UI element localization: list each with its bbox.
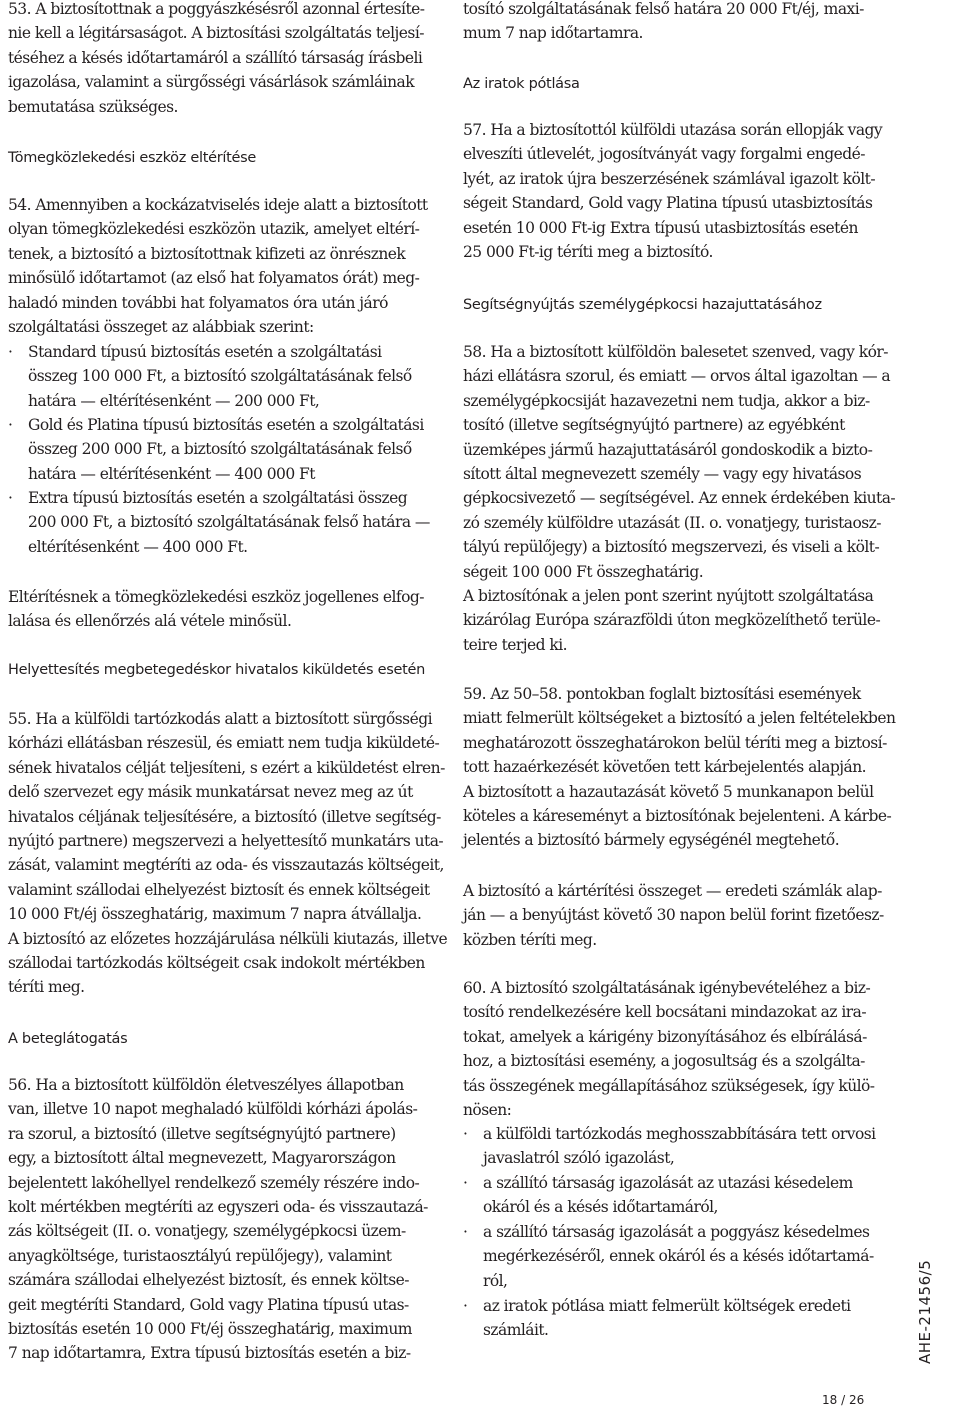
heading-helyettesites: Helyettesítés megbetegedéskor hivatalos kiküldetés esetén (8, 662, 426, 678)
paragraph-57: 57. Ha a biztosítottól külföldi utazása során ellopják vagy elveszíti útlevelét, jogosítványát vagy forgalmi engedé- lyét, az iratok újra beszerzésének számlával igazolt költ- ségeit Standard, Gold vagy Platina típusú utasbiztosítás esetén 10 000 Ft-ig Extra típusú utasbiztosítás esetén 25 000 Ft-ig téríti meg a biztosító. (463, 121, 883, 262)
paragraph-elterites: Eltérítésnek a tömegközlekedési eszköz jogellenes elfog- lalása és ellenőrzés alá vétele minősül. (8, 588, 424, 631)
heading-iratok-potlasa: Az iratok pótlása (463, 76, 580, 92)
heading-tomegkozlekedes: Tömegközlekedési eszköz eltérítése (8, 150, 256, 166)
heading-beteglatogatas: A beteglátogatás (8, 1031, 128, 1047)
paragraph-59: 59. Az 50–58. pontokban foglalt biztosítási események miatt felmerült költségeket a biztosító a jelen feltételekben meghatározott összeghatárokon belül téríti meg a biztosí- tott hazaérkezését követően tett kárbejelentés alapján. A biztosított a hazautazását követő 5 munkanapon belül köteles a káreseményt a biztosítónak bejelenteni. A kárbe- jelentés a biztosító bármely egységénél megtehető. (463, 685, 896, 850)
page-number: 18 / 26 (822, 1393, 865, 1407)
paragraph-56-continued: tosító szolgáltatásának felső határa 20 000 Ft/éj, maxi- mum 7 nap időtartamra. (463, 0, 864, 43)
paragraph-56: 56. Ha a biztosított külföldön életveszélyes állapotban van, illetve 10 napot meghaladó külföldi kórházi ápolás- ra szorul, a biztosító (illetve segítségnyújtó partnere) egy, a biztosított által megnevezett, Magyarországon bejelentett lakóhellyel rendelkező személy részére indo- kolt mértékben megtéríti az egyszeri oda- és visszautazá- zás költségeit (II. o. vonatjegy, személygépkocsi üzem- anyagköltsége, turistaosztályú repülőjegy), valamint számára szállodai elhelyezést biztosít, és ennek költse- geit megtéríti Standard, Gold vagy Platina típusú utas- biztosítás esetén 10 000 Ft/éj összeghatárig, maximum 7 nap időtartamra, Extra típusú biztosítás esetén a biz- (8, 1076, 428, 1363)
paragraph-54: 54. Amennyiben a kockázatviselés ideje alatt a biztosított olyan tömegközlekedési eszközön utazik, amelyet eltérí- tenek, a biztosító a biztosítottnak kifizeti az önrésznek minősülő időtartamot (az első hat folyamatos órát) meg- haladó minden további hat folyamatos óra után járó szolgáltatási összeget az alábbiak szerint: (8, 196, 428, 337)
bullet-gold-platina: · Gold és Platina típusú biztosítás esetén a szolgáltatási összeg 200 000 Ft, a biztosító szolgáltatásának felső határa — eltérítésenként — 400 000 Ft (8, 413, 428, 486)
paragraph-60: 60. A biztosító szolgáltatásának igénybevételéhez a biz- tosító rendelkezésére kell bocsátani mindazokat az ira- tokat, amelyek a kárigény bizonyításához és elbírálásá- hoz, a biztosítási esemény, a jogosultság és a szolgálta- tás összegének megállapításához szükségesek, így külö- nösen: (463, 979, 875, 1120)
paragraph-58: 58. Ha a biztosított külföldön balesetet szenved, vagy kór- házi ellátásra szorul, és emiatt — orvos által igazoltan — a személygépkocsiját hazavezetni nem tudja, akkor a biz- tosító (illetve segítségnyújtó partnere) az egyébként üzemképes jármű hazajuttatásáról gondoskodik a bizto- sított által megnevezett személy — vagy egy hivatásos gépkocsivezető — segítségével. Az ennek érdekében kiuta- zó személy külföldre utazását (II. o. vonatjegy, turistaosz- tályú repülőjegy) a biztosító megszervezi, és viseli a költ- ségeit 100 000 Ft összeghatárig. A biztosítónak a jelen pont szerint nyújtott szolgáltatása kizárólag Európa szárazföldi úton megközelíthető terüle- teire terjed ki. (463, 343, 896, 654)
bullet-iratok-koltseg: · az iratok pótlása miatt felmerült költségek eredeti számláit. (463, 1294, 893, 1343)
heading-segitsegnyujtas: Segítségnyújtás személygépkocsi hazajuttatásához (463, 297, 822, 313)
paragraph-55: 55. Ha a külföldi tartózkodás alatt a biztosított sürgősségi kórházi ellátásban részesül, és emiatt nem tudja kiküldeté- sének hivatalos célját teljesíteni, s ezért a kiküldetést elren- delő szervezet egy másik munkatársat nevez meg az út hivatalos céljának teljesítésére, a biztosító (illetve segítség- nyújtó partnere) megszervezi a helyettesítő munkatárs uta- zását, valamint megtéríti az oda- és visszautazás költségeit, valamint szállodai elhelyezést biztosít és ennek költségeit 10 000 Ft/éj összeghatárig, maximum 7 napra átvállalja. A biztosító az előzetes hozzájárulása nélküli kiutazás, illetve szállodai tartózkodás költségeit csak indokolt mértékben téríti meg. (8, 710, 448, 997)
bullet-orvosi-javaslat: · a külföldi tartózkodás meghosszabbítására tett orvosi javaslatról szóló igazolást, (463, 1122, 893, 1171)
bullet-poggyasz-keses: · a szállító társaság igazolását a poggyász késedelmes megérkezéséről, ennek okáról és a késés időtartamá- ról, (463, 1220, 893, 1293)
paragraph-53: 53. A biztosítottnak a poggyászkésésről azonnal értesíte- nie kell a légitársaságot. A biztosítási szolgáltatás teljesí- téséhez a késés időtartamáról a szállító társaság írásbeli igazolása, valamint a sürgősségi vásárlások számláinak bemutatása szükséges. (8, 0, 425, 116)
bullet-extra: · Extra típusú biztosítás esetén a szolgáltatási összeg 200 000 Ft, a biztosító szolgáltatásának felső határa — eltérítésenként — 400 000 Ft. (8, 486, 428, 559)
paragraph-59-payment: A biztosító a kártérítési összeget — eredeti számlák alap- ján — a benyújtást követő 30 napon belül forint fizetőesz- közben téríti meg. (463, 882, 884, 949)
bullet-utazasi-keses: · a szállító társaság igazolását az utazási késedelem okáról és a késés időtartamáról, (463, 1171, 893, 1220)
document-code: AHE-21456/5 (916, 1259, 934, 1364)
bullet-standard: · Standard típusú biztosítás esetén a szolgáltatási összeg 100 000 Ft, a biztosító szolgáltatásának felső határa — eltérítésenként — 200 000 Ft, (8, 340, 428, 413)
